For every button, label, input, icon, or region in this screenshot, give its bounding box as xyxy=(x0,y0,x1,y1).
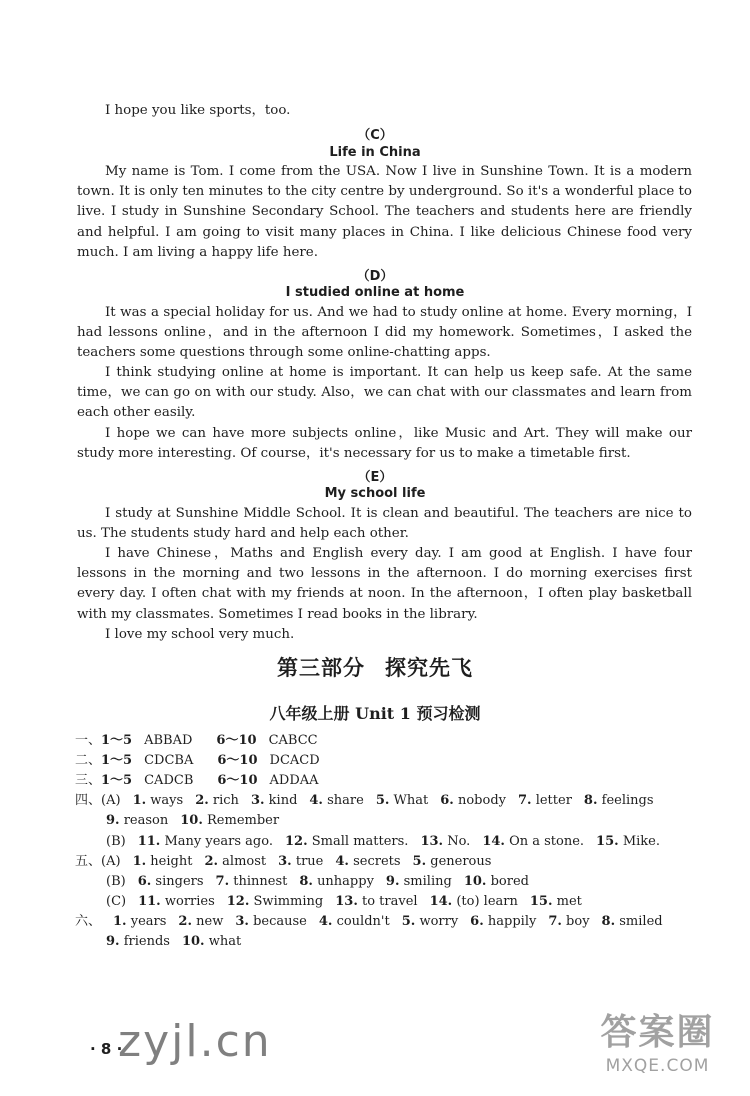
answer-word: Small matters. xyxy=(311,834,409,849)
answer-word: nobody xyxy=(457,793,506,808)
answer-word: to travel xyxy=(362,894,418,909)
section-d-paragraph-1: It was a special holiday for us. And we had to study online at home. Every morning，I had lessons online，and in the afternoon I did my homework. Sometimes，I asked the teachers some questions through some online-chatting apps. xyxy=(77,305,692,361)
answer-row-7 xyxy=(75,852,715,872)
section-e-paragraph-1: I study at Sunshine Middle School. It is clean and beautiful. The teachers are nice to us. The students study hard and help each other. xyxy=(77,506,692,542)
section-marker: 五、 xyxy=(75,854,102,869)
watermark-left-logo: zyjl.cn xyxy=(118,1016,272,1067)
answer-number: 1. xyxy=(132,854,147,869)
answer-row-4 xyxy=(75,791,715,811)
section-c-title: Life in China xyxy=(329,145,421,160)
watermark-right-url: MXQE.COM xyxy=(605,1056,710,1076)
answer-range: 1～5 xyxy=(101,753,133,768)
sub-marker: (A) xyxy=(101,854,121,869)
answer-row-3 xyxy=(75,771,715,791)
answer-number: 13. xyxy=(335,894,358,909)
answer-number: 7. xyxy=(215,874,230,889)
answer-number: 10. xyxy=(181,934,205,949)
sub-marker: (B) xyxy=(106,834,126,849)
section-e-label: （E） xyxy=(357,470,393,485)
section-c-paragraph: My name is Tom. I come from the USA. Now I live in Sunshine Town. It is a modern town. It is only ten minutes to the city centre by underground. So it's a wonderful place to live. I study in Sunshine Secondary School. The teachers and students here are friendly and helpful. I am going to visit many places in China. I like delicious Chinese food very much. I am living a happy life here. xyxy=(77,164,692,260)
answer-range: 6～10 xyxy=(217,753,258,768)
answer-values: CADCB xyxy=(144,773,194,788)
answer-row-9 xyxy=(106,892,746,912)
answer-values: DCACD xyxy=(269,753,320,768)
section-d-title: I studied online at home xyxy=(285,285,465,300)
section-marker: 二、 xyxy=(75,753,102,768)
answer-word: Swimming xyxy=(253,894,324,909)
answer-number: 8. xyxy=(601,914,616,929)
answer-word: boy xyxy=(566,914,590,929)
answer-number: 5. xyxy=(401,914,416,929)
answer-word: happily xyxy=(487,914,537,929)
answer-word: ways xyxy=(150,793,184,808)
answer-values: CABCC xyxy=(268,733,318,748)
answer-row-10 xyxy=(75,912,715,932)
answer-word: secrets xyxy=(353,854,401,869)
answer-number: 3. xyxy=(235,914,249,929)
answer-number: 7. xyxy=(517,793,532,808)
answer-number: 4. xyxy=(309,793,323,808)
answer-word: generous xyxy=(430,854,492,869)
page-number: · 8 · xyxy=(90,1040,123,1058)
answer-range: 6～10 xyxy=(217,773,258,788)
answer-number: 9. xyxy=(106,934,120,949)
answer-number: 6. xyxy=(137,874,152,889)
answer-number: 1. xyxy=(132,793,147,808)
answer-values: CDCBA xyxy=(144,753,194,768)
answer-number: 5. xyxy=(412,854,427,869)
answer-number: 10. xyxy=(463,874,487,889)
answer-word: reason xyxy=(123,813,169,828)
answer-number: 14. xyxy=(482,834,505,849)
answer-number: 12. xyxy=(285,834,308,849)
answer-number: 15. xyxy=(529,894,553,909)
answer-number: 3. xyxy=(250,793,265,808)
answer-number: 7. xyxy=(548,914,562,929)
answer-word: what xyxy=(208,934,242,949)
answer-word: worries xyxy=(164,894,215,909)
answer-row-5 xyxy=(106,811,746,831)
unit-title: 八年级上册 Unit 1 预习检测 xyxy=(269,704,481,723)
sub-marker: (C) xyxy=(106,894,127,909)
answer-word: met xyxy=(556,894,582,909)
answer-word: bored xyxy=(490,874,529,889)
section-marker: 四、 xyxy=(75,793,102,808)
answer-word: Remember xyxy=(207,813,280,828)
watermark-right-text: 答案圈 xyxy=(600,1012,715,1053)
answer-word: No. xyxy=(447,834,471,849)
answer-word: couldn't xyxy=(336,914,390,929)
answer-range: 1～5 xyxy=(101,733,133,748)
section-d-paragraph-2: I think studying online at home is important. It can help us keep safe. At the same time，we can go on with our study. Also，we can chat with our classmates and learn from each other easily. xyxy=(77,365,692,421)
answer-number: 11. xyxy=(137,834,161,849)
answer-word: letter xyxy=(535,793,572,808)
answer-number: 8. xyxy=(299,874,313,889)
answer-word: thinnest xyxy=(233,874,288,889)
answer-number: 15. xyxy=(596,834,619,849)
part-title-b: 探究先飞 xyxy=(385,656,473,680)
answer-number: 8. xyxy=(583,793,598,808)
answer-number: 9. xyxy=(385,874,400,889)
answer-number: 9. xyxy=(106,813,120,828)
section-c-label: （C） xyxy=(357,128,393,143)
answer-word: singers xyxy=(155,874,204,889)
answer-number: 14. xyxy=(429,894,453,909)
answer-word: worry xyxy=(419,914,459,929)
section-marker: 三、 xyxy=(75,773,102,788)
answer-number: 3. xyxy=(278,854,292,869)
answer-row-11 xyxy=(106,932,746,952)
answer-number: 4. xyxy=(318,914,333,929)
answer-word: rich xyxy=(212,793,239,808)
answer-values: ABBAD xyxy=(144,733,193,748)
answer-word: true xyxy=(295,854,324,869)
answer-number: 2. xyxy=(178,914,192,929)
answer-range: 6～10 xyxy=(216,733,257,748)
intro-line: I hope you like sports，too. xyxy=(105,103,291,118)
answer-word: kind xyxy=(268,793,298,808)
section-e-paragraph-2: I have Chinese，Maths and English every day. I am good at English. I have four lessons in the morning and two lessons in the afternoon. I do morning exercises first every day. I often chat with my friends at noon. In the afternoon，I often play basketball with my classmates. Sometimes I read books in the library. xyxy=(77,546,692,622)
answer-word: What xyxy=(393,793,429,808)
answer-number: 13. xyxy=(420,834,444,849)
answer-word: because xyxy=(253,914,307,929)
answer-word: almost xyxy=(222,854,267,869)
answer-word: On a stone. xyxy=(509,834,585,849)
answer-number: 10. xyxy=(180,813,203,828)
answer-range: 1～5 xyxy=(101,773,133,788)
answer-word: Many years ago. xyxy=(164,834,273,849)
part-title-a: 第三部分 xyxy=(277,656,365,680)
answer-word: years xyxy=(130,914,167,929)
answer-values: ADDAA xyxy=(269,773,319,788)
answer-word: feelings xyxy=(601,793,654,808)
sub-marker: (B) xyxy=(106,874,126,889)
answer-word: smiling xyxy=(403,874,452,889)
answer-number: 2. xyxy=(204,854,219,869)
answer-number: 6. xyxy=(440,793,454,808)
answer-number: 6. xyxy=(470,914,484,929)
answer-word: unhappy xyxy=(317,874,374,889)
answer-row-1 xyxy=(75,731,715,751)
section-marker: 一、 xyxy=(75,733,102,748)
watermark-right-logo xyxy=(570,1010,745,1090)
answer-word: height xyxy=(150,854,193,869)
answer-row-8 xyxy=(106,872,746,892)
section-marker: 六、 xyxy=(75,914,102,929)
answer-number: 1. xyxy=(113,914,127,929)
answer-number: 12. xyxy=(226,894,250,909)
answer-word: Mike. xyxy=(622,834,660,849)
answer-word: share xyxy=(327,793,364,808)
answer-word: friends xyxy=(123,934,170,949)
answer-word: new xyxy=(196,914,224,929)
answer-row-2 xyxy=(75,751,715,771)
answer-number: 4. xyxy=(335,854,349,869)
answer-number: 2. xyxy=(195,793,209,808)
section-d-paragraph-3: I hope we can have more subjects online，like Music and Art. They will make our study more interesting. Of course，it's necessary for us to make a timetable first. xyxy=(77,426,692,462)
section-d-label: （D） xyxy=(356,269,394,284)
section-e-paragraph-3: I love my school very much. xyxy=(105,627,295,642)
answer-word: smiled xyxy=(619,914,663,929)
sub-marker: (A) xyxy=(101,793,121,808)
answer-number: 5. xyxy=(375,793,390,808)
answer-row-6 xyxy=(106,832,746,852)
answer-word: (to) learn xyxy=(456,894,518,909)
section-e-title: My school life xyxy=(324,486,426,501)
part-title xyxy=(0,652,750,682)
answer-number: 11. xyxy=(138,894,161,909)
